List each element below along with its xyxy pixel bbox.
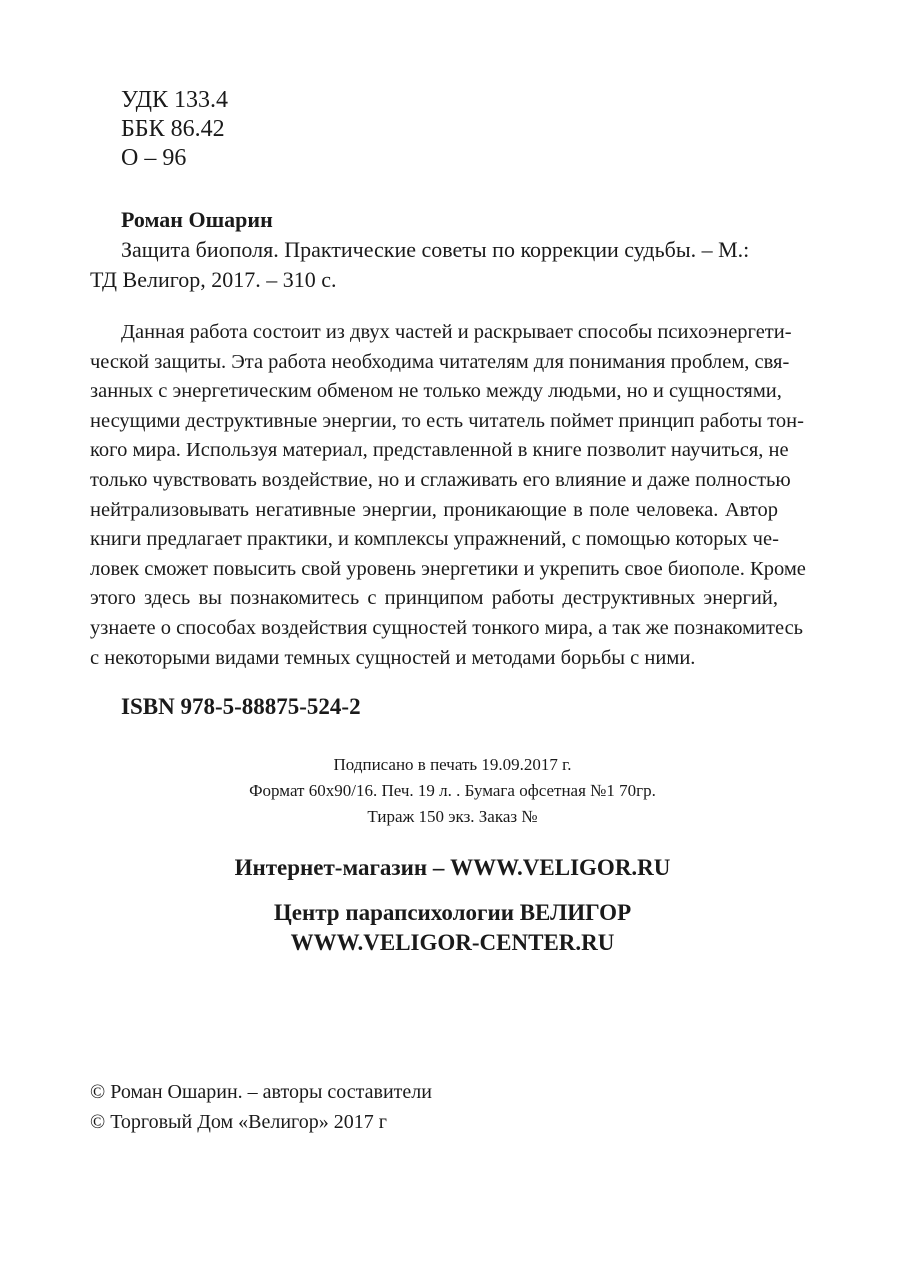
- abstract: [90, 318, 806, 673]
- abstract-line: несущими деструктивные энергии, то есть читатель поймет принцип работы тон-: [90, 409, 804, 432]
- copyright: [90, 1077, 432, 1137]
- title-reference-line: Защита биополя. Практические советы по коррекции судьбы. – М.:: [121, 237, 750, 262]
- abstract-line: кого мира. Используя материал, представленной в книге позволит научиться, не: [90, 439, 789, 462]
- udk-code: УДК 133.4: [121, 87, 228, 113]
- center-name: Центр парапсихологии ВЕЛИГОР: [273, 900, 632, 925]
- bbk-code: ББК 86.42: [121, 116, 225, 142]
- publisher-reference-line: ТД Велигор, 2017. – 310 с.: [90, 267, 337, 292]
- abstract-line: Данная работа состоит из двух частей и раскрывает способы психоэнергети-: [121, 321, 792, 343]
- center-info: [0, 898, 905, 958]
- abstract-line: узнаете о способах воздействия сущностей тонкого мира, а так же познакомитесь: [90, 616, 804, 639]
- abstract-line: с некоторыми видами темных сущностей и методами борьбы с ними.: [90, 646, 696, 669]
- signed-date: Подписано в печать 19.09.2017 г.: [333, 755, 572, 774]
- circulation: Тираж 150 экз. Заказ №: [367, 807, 538, 826]
- center-url: WWW.VELIGOR-CENTER.RU: [290, 930, 615, 955]
- abstract-line: только чувствовать воздействие, но и сглаживать его влияние и даже полностью: [90, 468, 791, 491]
- copyright-authors: © Роман Ошарин. – авторы составители: [90, 1081, 432, 1103]
- abstract-line: книги предлагает практики, и комплексы упражнений, с помощью которых че-: [90, 528, 779, 551]
- online-shop-line: Интернет-магазин – WWW.VELIGOR.RU: [234, 855, 671, 880]
- classification-codes: [121, 86, 228, 173]
- abstract-line: занных с энергетическим обменом не только между людьми, но и сущностями,: [90, 380, 782, 403]
- copyright-publisher: © Торговый Дом «Велигор» 2017 г: [90, 1111, 387, 1133]
- print-format: Формат 60х90/16. Печ. 19 л. . Бумага офсетная №1 70гр.: [249, 781, 656, 800]
- isbn: ISBN 978-5-88875-524-2: [121, 694, 361, 719]
- bibliographic-record: [90, 205, 780, 295]
- print-info: [0, 752, 905, 830]
- author-mark: О – 96: [121, 145, 187, 171]
- author-name: Роман Ошарин: [121, 207, 273, 232]
- abstract-line: ловек сможет повысить свой уровень энергетики и укрепить свое биополе. Кроме: [90, 557, 806, 580]
- abstract-line: ческой защиты. Эта работа необходима читателям для понимания проблем, свя-: [90, 350, 790, 373]
- abstract-line: этого здесь вы познакомитесь с принципом работы деструктивных энергий,: [90, 587, 778, 610]
- abstract-line: нейтрализовывать негативные энергии, проникающие в поле человека. Автор: [90, 498, 778, 521]
